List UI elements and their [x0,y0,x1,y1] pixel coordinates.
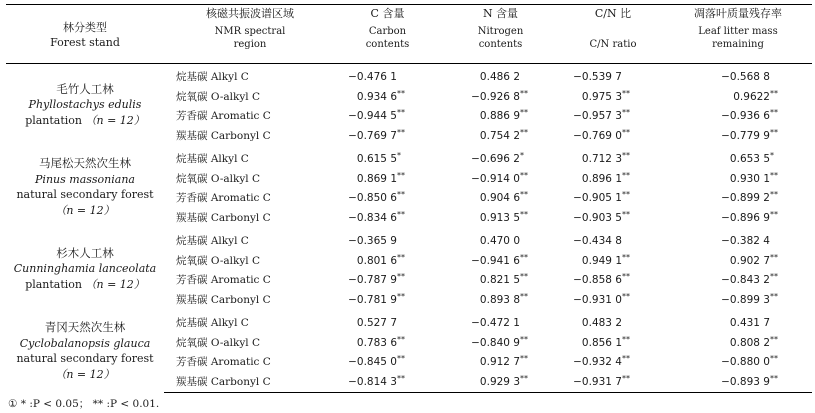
significance-mark: ** [770,354,778,363]
litter-mass-value-cell [664,373,812,393]
carbon-value-cell [336,373,439,393]
significance-mark: ** [770,252,778,262]
significance-mark: ** [770,291,778,301]
carbon-value-cell [336,209,439,229]
significance-mark: * [770,151,774,160]
significance-mark: ** [770,108,778,117]
region-cell: 烷基碳 Alkyl C [176,317,249,329]
litter-mass-value: −0.893 9 [721,375,770,388]
table-row [6,228,812,252]
header-carbon-en: Carbon contents [336,25,439,64]
significance-mark: ** [397,354,405,363]
stand-type [6,113,164,129]
region-cell: 烷氧碳 O-alkyl C [176,254,261,267]
cn-ratio-value: −0.769 0 [573,129,622,142]
cn-ratio-value-cell [562,252,664,272]
cn-ratio-value: −0.858 6 [573,274,622,286]
significance-mark: ** [520,209,528,219]
header-cn-ratio-en: C/N ratio [562,25,664,64]
carbon-value-cell [336,146,439,170]
carbon-value-cell [336,64,439,88]
stand-group [6,310,812,393]
cn-ratio-value-cell [562,373,664,393]
cn-ratio-value: 0.483 2 [581,317,622,329]
litter-mass-value: −0.843 2 [721,274,770,286]
significance-mark: ** [397,190,405,199]
significance-mark: ** [520,190,528,199]
litter-mass-value: 0.431 7 [729,317,770,329]
significance-mark: ** [397,209,405,219]
nitrogen-value: 0.913 5 [479,211,520,224]
table-row [6,146,812,170]
cn-ratio-value: 0.856 1 [581,336,622,349]
table-row [6,310,812,334]
stand-type-en: plantation [25,277,83,291]
region-cell: 烷基碳 Alkyl C [176,71,249,83]
cn-ratio-value-cell [562,291,664,311]
header-region-en: NMR spectral region [164,25,336,64]
significance-mark: ** [622,108,630,117]
nitrogen-value-cell [439,373,562,393]
carbon-value-cell [336,127,439,147]
litter-mass-value-cell [664,64,812,88]
cn-ratio-value: −0.903 5 [573,211,622,224]
region-cell: 烷氧碳 O-alkyl C [176,90,261,103]
litter-mass-value: −0.899 3 [721,293,770,306]
significance-mark: ** [397,252,405,262]
nitrogen-value-cell [439,252,562,272]
cn-ratio-value-cell [562,127,664,147]
significance-mark: ** [622,127,630,137]
region-cell: 羰基碳 Carbonyl C [176,293,271,306]
cn-ratio-value-cell [562,310,664,334]
header-litter-cn: 凋落叶质量残存率 [664,5,812,26]
stand-latin-name: Cunninghamia lanceolata [13,262,157,276]
nitrogen-value: 0.470 0 [479,235,520,247]
stand-type-en: natural secondary forest [16,188,154,201]
litter-mass-value-cell [664,271,812,291]
litter-mass-value: −0.382 4 [721,235,770,247]
nitrogen-value: −0.840 9 [471,336,520,349]
nitrogen-value: 0.486 2 [479,71,520,83]
header-forest-stand-cn: 林分类型 [63,21,107,34]
forest-stand-cell [6,228,164,310]
cn-ratio-value: 0.949 1 [581,254,622,267]
header-carbon-cn: C 含量 [336,5,439,26]
carbon-value-cell [336,252,439,272]
litter-mass-value-cell [664,291,812,311]
significance-mark: ** [520,373,528,383]
litter-mass-value: −0.779 9 [721,129,770,142]
carbon-value-cell [336,353,439,373]
stand-name-cn: 杉木人工林 [56,245,114,260]
significance-mark: ** [770,272,778,281]
region-cell: 烷基碳 Alkyl C [176,153,249,165]
significance-mark: ** [622,170,630,180]
carbon-value-cell [336,291,439,311]
litter-mass-value: −0.568 8 [721,71,770,83]
region-cell: 烷氧碳 O-alkyl C [176,336,261,349]
carbon-value: 0.934 6 [356,90,397,103]
header-litter-en: Leaf litter mass remaining [664,25,812,64]
region-cell: 羰基碳 Carbonyl C [176,211,271,224]
stand-type-en: natural secondary forest [16,352,154,366]
nitrogen-value-cell [439,88,562,108]
significance-mark: ** [520,334,528,344]
litter-mass-value: 0.930 1 [729,172,770,185]
region-cell: 烷氧碳 O-alkyl C [176,172,261,185]
header-forest-stand-en: Forest stand [50,36,120,49]
region-cell: 羰基碳 Carbonyl C [176,129,271,142]
nitrogen-value: 0.904 6 [479,192,520,204]
carbon-value-cell [336,88,439,108]
significance-mark: ** [397,373,405,383]
nitrogen-value-cell [439,107,562,127]
stand-name-cn: 马尾松天然次生林 [39,156,131,170]
significance-mark: ** [622,291,630,301]
carbon-value-cell [336,271,439,291]
stand-latin-name: Pinus massoniana [35,172,135,186]
region-cell: 羰基碳 Carbonyl C [164,373,336,393]
carbon-value: 0.615 5 [356,153,397,165]
header-cn-ratio-cn: C/N 比 [562,5,664,26]
table-row [6,64,812,88]
nitrogen-value: 0.821 5 [479,274,520,286]
stand-name-cn: 毛竹人工林 [56,81,114,96]
carbon-value: −0.834 6 [348,211,397,224]
carbon-value: 0.869 1 [356,172,397,185]
cn-ratio-value: −0.931 7 [573,375,622,388]
carbon-value-cell [336,170,439,190]
header-region-cn: 核磁共振波谱区域 [164,5,336,26]
significance-mark: ** [770,127,778,137]
significance-mark: ** [520,252,528,262]
cn-ratio-value-cell [562,209,664,229]
stand-type [6,351,164,382]
significance-mark: ** [770,334,778,344]
litter-mass-value: −0.896 9 [721,211,770,224]
cn-ratio-value-cell [562,189,664,209]
significance-mark: ** [770,88,778,98]
sample-size: （n = 12） [85,113,145,127]
significance-mark: ** [520,170,528,180]
significance-mark: ** [397,108,405,117]
region-cell: 烷基碳 Alkyl C [176,235,249,247]
nitrogen-value-cell [439,228,562,252]
header-nitrogen-cn: N 含量 [439,5,562,26]
sample-size: （n = 12） [85,277,145,291]
carbon-value-cell [336,310,439,334]
litter-mass-value-cell [664,189,812,209]
nitrogen-value: −0.696 2 [471,153,520,165]
cn-ratio-value-cell [562,146,664,170]
cn-ratio-value: −0.434 8 [573,235,622,247]
correlation-table [6,4,812,393]
significance-mark: ** [397,291,405,301]
nitrogen-value-cell [439,146,562,170]
region-cell: 芳香碳 Aromatic C [176,110,271,122]
stand-group [6,228,812,310]
litter-mass-value-cell [664,209,812,229]
significance-mark: ** [770,209,778,219]
table-header [6,5,812,64]
litter-mass-value-cell [664,334,812,354]
carbon-value: −0.814 3 [348,375,397,388]
nitrogen-value-cell [439,353,562,373]
stand-type [6,187,164,218]
significance-mark: ** [622,272,630,281]
nitrogen-value-cell [439,189,562,209]
litter-mass-value-cell [664,146,812,170]
litter-mass-value-cell [664,228,812,252]
cn-ratio-value: 0.896 1 [581,172,622,185]
carbon-value: 0.527 7 [356,317,397,329]
significance-mark: ** [770,170,778,180]
nitrogen-value: −0.941 6 [471,254,520,267]
cn-ratio-value: −0.957 3 [573,110,622,122]
header-nitrogen-en: Nitrogen contents [439,25,562,64]
carbon-value-cell [336,228,439,252]
litter-mass-value: 0.653 5 [729,153,770,165]
cn-ratio-value-cell [562,228,664,252]
stand-latin-name: Cyclobalanopsis glauca [19,336,151,350]
litter-mass-value-cell [664,170,812,190]
carbon-value-cell [336,107,439,127]
significance-mark: * [397,151,401,160]
stand-name-cn: 青冈天然次生林 [44,320,126,335]
litter-mass-value: 0.902 7 [729,254,770,267]
significance-mark: ** [520,291,528,301]
significance-mark: * [520,151,524,160]
cn-ratio-value: −0.932 4 [573,356,622,368]
significance-mark: ** [397,334,405,344]
significance-mark: ** [622,334,630,344]
nitrogen-value: 0.912 7 [479,356,520,368]
carbon-value: 0.783 6 [356,336,397,349]
litter-mass-value: −0.880 0 [721,356,770,368]
litter-mass-value: 0.808 2 [729,336,770,349]
significance-mark: ** [622,190,630,199]
significance-mark: ** [622,88,630,98]
significance-mark: ** [397,127,405,137]
cn-ratio-value-cell [562,170,664,190]
carbon-value: −0.781 9 [348,293,397,306]
cn-ratio-value: −0.931 0 [573,293,622,306]
nitrogen-value: −0.926 8 [471,90,520,103]
nitrogen-value-cell [439,271,562,291]
carbon-value: −0.769 7 [348,129,397,142]
cn-ratio-value-cell [562,64,664,88]
cn-ratio-value: −0.905 1 [573,192,622,204]
cn-ratio-value: 0.975 3 [581,90,622,103]
forest-stand-cell [6,64,164,147]
significance-mark: ** [520,88,528,98]
significance-mark: ** [770,190,778,199]
footnote: ① * :P < 0.05； ** :P < 0.01. [8,398,160,410]
carbon-value: −0.944 5 [348,110,397,122]
carbon-value: −0.787 9 [348,274,397,286]
stand-group [6,64,812,147]
nitrogen-value: 0.929 3 [479,375,520,388]
significance-mark: ** [770,373,778,383]
carbon-value: −0.365 9 [348,235,397,247]
carbon-value: −0.850 6 [348,192,397,204]
significance-mark: ** [520,354,528,363]
nitrogen-value-cell [439,291,562,311]
cn-ratio-value-cell [562,353,664,373]
significance-mark: ** [397,170,405,180]
litter-mass-value-cell [664,310,812,334]
nitrogen-value: −0.914 0 [471,172,520,185]
litter-mass-value: −0.936 6 [721,110,770,122]
significance-mark: ** [622,252,630,262]
forest-stand-cell [6,146,164,228]
nitrogen-value: 0.893 8 [479,293,520,306]
stand-group [6,146,812,228]
nitrogen-value: 0.754 2 [479,129,520,142]
significance-mark: ** [520,127,528,137]
carbon-value: −0.845 0 [348,356,397,368]
litter-mass-value-cell [664,127,812,147]
carbon-value-cell [336,334,439,354]
litter-mass-value: 0.9622 [733,90,770,103]
significance-mark: ** [622,151,630,160]
litter-mass-value-cell [664,88,812,108]
significance-mark: ** [397,88,405,98]
nitrogen-value-cell [439,170,562,190]
sample-size: （n = 12） [55,203,115,217]
significance-mark: ** [520,272,528,281]
region-cell: 芳香碳 Aromatic C [176,356,271,368]
cn-ratio-value: 0.712 3 [581,153,622,165]
significance-mark: ** [622,354,630,363]
cn-ratio-value-cell [562,334,664,354]
nitrogen-value: −0.472 1 [471,317,520,329]
nitrogen-value: 0.886 9 [479,110,520,122]
litter-mass-value-cell [664,107,812,127]
header-forest-stand [6,5,164,64]
cn-ratio-value-cell [562,88,664,108]
sample-size: （n = 12） [55,367,115,381]
stand-type [6,277,164,293]
stand-type-en: plantation [25,113,83,127]
region-cell: 芳香碳 Aromatic C [176,274,271,286]
nitrogen-value-cell [439,64,562,88]
significance-mark: ** [622,209,630,219]
litter-mass-value: −0.899 2 [721,192,770,204]
significance-mark: ** [520,108,528,117]
cn-ratio-value-cell [562,107,664,127]
nitrogen-value-cell [439,209,562,229]
stand-latin-name: Phyllostachys edulis [28,98,142,112]
nitrogen-value-cell [439,127,562,147]
cn-ratio-value: −0.539 7 [573,71,622,83]
significance-mark: ** [622,373,630,383]
carbon-value-cell [336,189,439,209]
carbon-value: 0.801 6 [356,254,397,267]
nitrogen-value-cell [439,310,562,334]
carbon-value: −0.476 1 [348,71,397,83]
litter-mass-value-cell [664,252,812,272]
cn-ratio-value-cell [562,271,664,291]
significance-mark: ** [397,272,405,281]
region-cell: 芳香碳 Aromatic C [176,192,271,204]
litter-mass-value-cell [664,353,812,373]
nitrogen-value-cell [439,334,562,354]
forest-stand-cell [6,310,164,393]
